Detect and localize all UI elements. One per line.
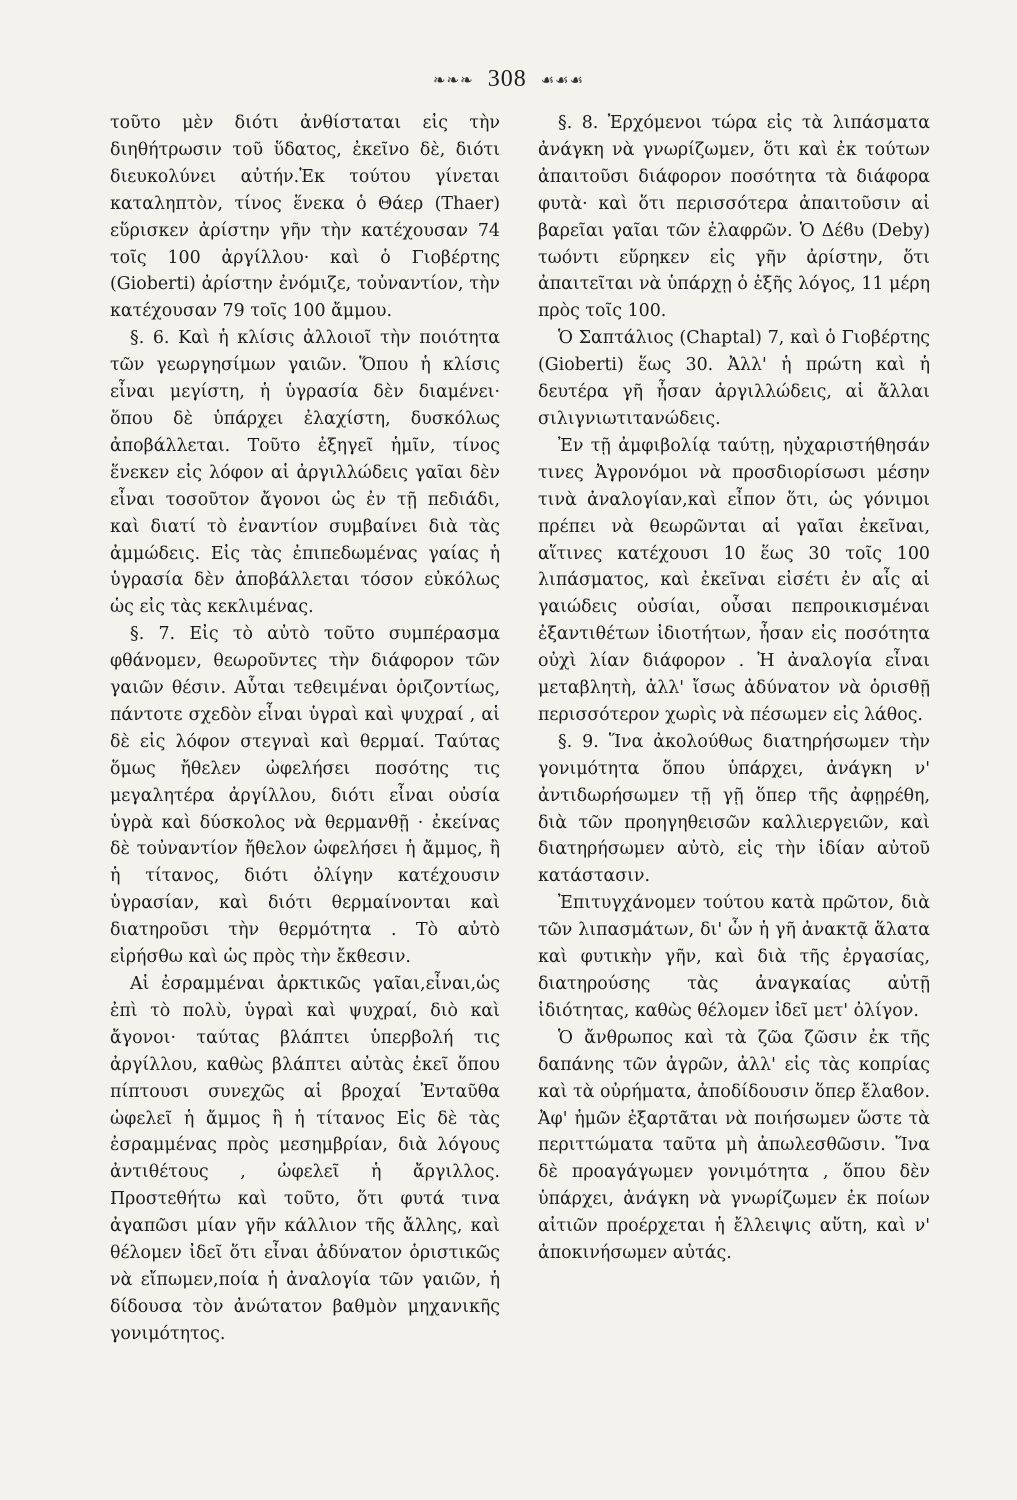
section-6: §. 6. Καὶ ἡ κλίσις ἀλλοιοῖ τὴν ποιότητα τῶν γεωργησίμων γαιῶν. Ὅπου ἡ κλίσις εἶναι μεγίστη, ἡ ὑγρασία δὲν διαμένει· ὅπου δὲ ὑπάρχει ἐλαχίστη, δυσκόλως ἀποβάλλεται. Τοῦτο ἐξηγεῖ ἡμῖν, τίνος ἕνεκεν εἰς λόφον αἱ ἀργιλλώδεις γαῖαι δὲν εἶναι τοσοῦτον ἄγονοι ὡς ἐν τῇ πεδιάδι, καὶ διατί τὸ ἐναντίον συμβαίνει διὰ τὰς ἀμμώδεις. Εἰς τὰς ἐπιπεδωμένας γαίας ἡ ὑγρασία δὲν ἀποβάλλεται τόσον εὐκόλως ὡς εἰς τὰς κεκλιμένας. bbox=[110, 328, 500, 618]
page-header bbox=[0, 66, 1017, 93]
left-column bbox=[110, 110, 500, 1348]
left-ornament-icon: ❧❧❧ bbox=[432, 71, 474, 89]
right-ornament-icon: ☙☙☙ bbox=[540, 71, 585, 89]
section-8: §. 8. Ἐρχόμενοι τώρα εἰς τὰ λιπάσματα ἀνάγκη νὰ γνωρίζωμεν, ὅτι καὶ ἐκ τούτων ἀπαιτοῦσι διάφορον ποσότητα τὰ διάφορα φυτὰ· καὶ ὅτι περισσότερα ἀπαιτοῦσιν αἱ βαρεῖαι γαῖαι τῶν ἐλαφρῶν. Ὁ Δέϐυ (Deby) τωόντι εὕρηκεν εἰς γῆν ἀρίστην, ὅτι ἀπαιτεῖται νὰ ὑπάρχῃ ὁ ἑξῆς λόγος, 11 μέρη πρὸς τοῖς 100. bbox=[538, 113, 930, 322]
right-column bbox=[538, 110, 930, 1267]
paragraph-continuation: τοῦτο μὲν διότι ἀνθίσταται εἰς τὴν διηθήτρωσιν τοῦ ὕδατος, ἐκεῖνο δὲ, διότι διευκολύνει αὐτήν.Ἐκ τούτου γίνεται καταληπτὸν, τίνος ἕνεκα ὁ Θάερ (Thaer) εὕρισκεν ἀρίστην γῆν τὴν κατέχουσαν 74 τοῖς 100 ἀργίλλου· καὶ ὁ Γιοβέρτης (Gioberti) ἀρίστην ἐνόμιζε, τοὐναντίον, τὴν κατέχουσαν 79 τοῖς 100 ἄμμου. bbox=[110, 113, 500, 322]
paragraph-fertilizers: Ἐπιτυγχάνομεν τούτου κατὰ πρῶτον, διὰ τῶν λιπασμάτων, δι' ὧν ἡ γῆ ἀνακτᾷ ἅλατα καὶ φυτικὴν γῆν, καὶ διὰ τῆς ἐργασίας, διατηρούσης τὰς ἀναγκαίας αὐτῇ ἰδιότητας, καθὼς θέλομεν ἰδεῖ μετ' ὀλίγον. bbox=[538, 893, 930, 1021]
paragraph-manure: Ὁ ἄνθρωπος καὶ τὰ ζῶα ζῶσιν ἐκ τῆς δαπάνης τῶν ἀγρῶν, ἀλλ' εἰς τὰς κοπρίας καὶ τὰ οὐρήματα, ἀποδίδουσιν ὅπερ ἔλαϐον. Ἀφ' ἡμῶν ἐξαρτᾶται νὰ ποιήσωμεν ὥστε τὰ περιττώματα ταῦτα μὴ ἀπωλεσθῶσιν. Ἵνα δὲ προαγάγωμεν γονιμότητα , ὅπου δὲν ὑπάρχει, ἀνάγκη νὰ γνωρίζωμεν ἐκ ποίων αἰτιῶν προέρχεται ἡ ἔλλειψις αὕτη, καὶ ν' ἀποκινήσωμεν αὐτάς. bbox=[538, 1027, 930, 1264]
paragraph-agronomists: Ἐν τῇ ἀμφιβολίᾳ ταύτῃ, ηὐχαριστήθησάν τινες Ἀγρονόμοι νὰ προσδιορίσωσι μέσην τινὰ ἀναλογίαν,καὶ εἶπον ὅτι, ὡς γόνιμοι πρέπει νὰ θεωρῶνται αἱ γαῖαι ἐκεῖναι, αἵτινες κατέχουσι 10 ἕως 30 τοῖς 100 λιπάσματος, καὶ ἐκεῖναι εἰσέτι ἐν αἷς αἱ γαιώδεις οὐσίαι, οὖσαι πεπροικισμέναι ἐξαντιθέτων ἰδιοτήτων, ἦσαν εἰς ποσότητα οὐχὶ λίαν διάφορον . Ἡ ἀναλογία εἶναι μεταβλητὴ, ἀλλ' ἴσως ἀδύνατον νὰ ὁρισθῇ περισσότερον χωρὶς νὰ πέσωμεν εἰς λάθος. bbox=[538, 435, 930, 725]
section-9: §. 9. Ἵνα ἀκολούθως διατηρήσωμεν τὴν γονιμότητα ὅπου ὑπάρχει, ἀνάγκη ν' ἀντιδωρήσωμεν τῇ γῇ ὅπερ τῆς ἀφῃρέθη, διὰ τῶν προηγηθεισῶν καλλιεργειῶν, καὶ διατηρήσωμεν αὐτὸ, εἰς τὴν ἰδίαν αὐτοῦ κατάστασιν. bbox=[538, 731, 930, 887]
page-number: 308 bbox=[487, 66, 527, 92]
paragraph-chaptal: Ὁ Σαπτάλιος (Chaptal) 7, καὶ ὁ Γιοβέρτης (Gioberti) ἕως 30. Ἀλλ' ἡ πρώτη καὶ ἡ δευτέρα γῆ ἦσαν ἀργιλλώδεις, αἱ ἄλλαι σιλιγνιωτιτανώδεις. bbox=[538, 328, 930, 429]
paragraph-exposure: Αἱ ἐσραμμέναι ἀρκτικῶς γαῖαι,εἶναι,ὡς ἐπὶ τὸ πολὺ, ὑγραὶ καὶ ψυχραί, διὸ καὶ ἄγονοι· ταύτας βλάπτει ὑπερβολή τις ἀργίλλου, καθὼς βλάπτει αὐτὰς ἐκεῖ ὅπου πίπτουσι συνεχῶς αἱ βροχαί Ἐνταῦθα ὠφελεῖ ἡ ἄμμος ἢ ἡ τίτανος Εἰς δὲ τὰς ἐσραμμένας πρὸς μεσημβρίαν, διὰ λόγους ἀντιθέτους , ὠφελεῖ ἡ ἄργιλλος. Προστεθήτω καὶ τοῦτο, ὅτι φυτά τινα ἀγαπῶσι μίαν γῆν κάλλιον τῆς ἄλλης, καὶ θέλομεν ἰδεῖ ὅτι εἶναι ἀδύνατον ὁριστικῶς νὰ εἴπωμεν,ποία ἡ ἀναλογία τῶν γαιῶν, ἡ δίδουσα τὸν ἀνώτατον βαθμὸν μηχανικῆς γονιμότητος. bbox=[110, 974, 500, 1344]
section-7: §. 7. Εἰς τὸ αὐτὸ τοῦτο συμπέρασμα φθάνομεν, θεωροῦντες τὴν διάφορον τῶν γαιῶν θέσιν. Αὗται τεθειμέναι ὁριζοντίως, πάντοτε σχεδὸν εἶναι ὑγραὶ καὶ ψυχραί , αἱ δὲ εἰς λόφον στεγναὶ καὶ θερμαί. Ταύτας ὅμως ἤθελεν ὠφελήσει ποσότης τις μεγαλητέρα ἀργίλλου, διότι εἶναι οὐσία ὑγρὰ καὶ δύσκολος νὰ θερμανθῇ · ἐκείνας δὲ τοὐναντίον ἤθελον ὠφελήσει ἡ ἄμμος, ἢ ἡ τίτανος, διότι ὀλίγην κατέχουσιν ὑγρασίαν, καὶ διότι θερμαίνονται καὶ διατηροῦσι τὴν θερμότητα . Τὸ αὐτὸ εἰρήσθω καὶ ὡς πρὸς τὴν ἔκθεσιν. bbox=[110, 624, 500, 968]
